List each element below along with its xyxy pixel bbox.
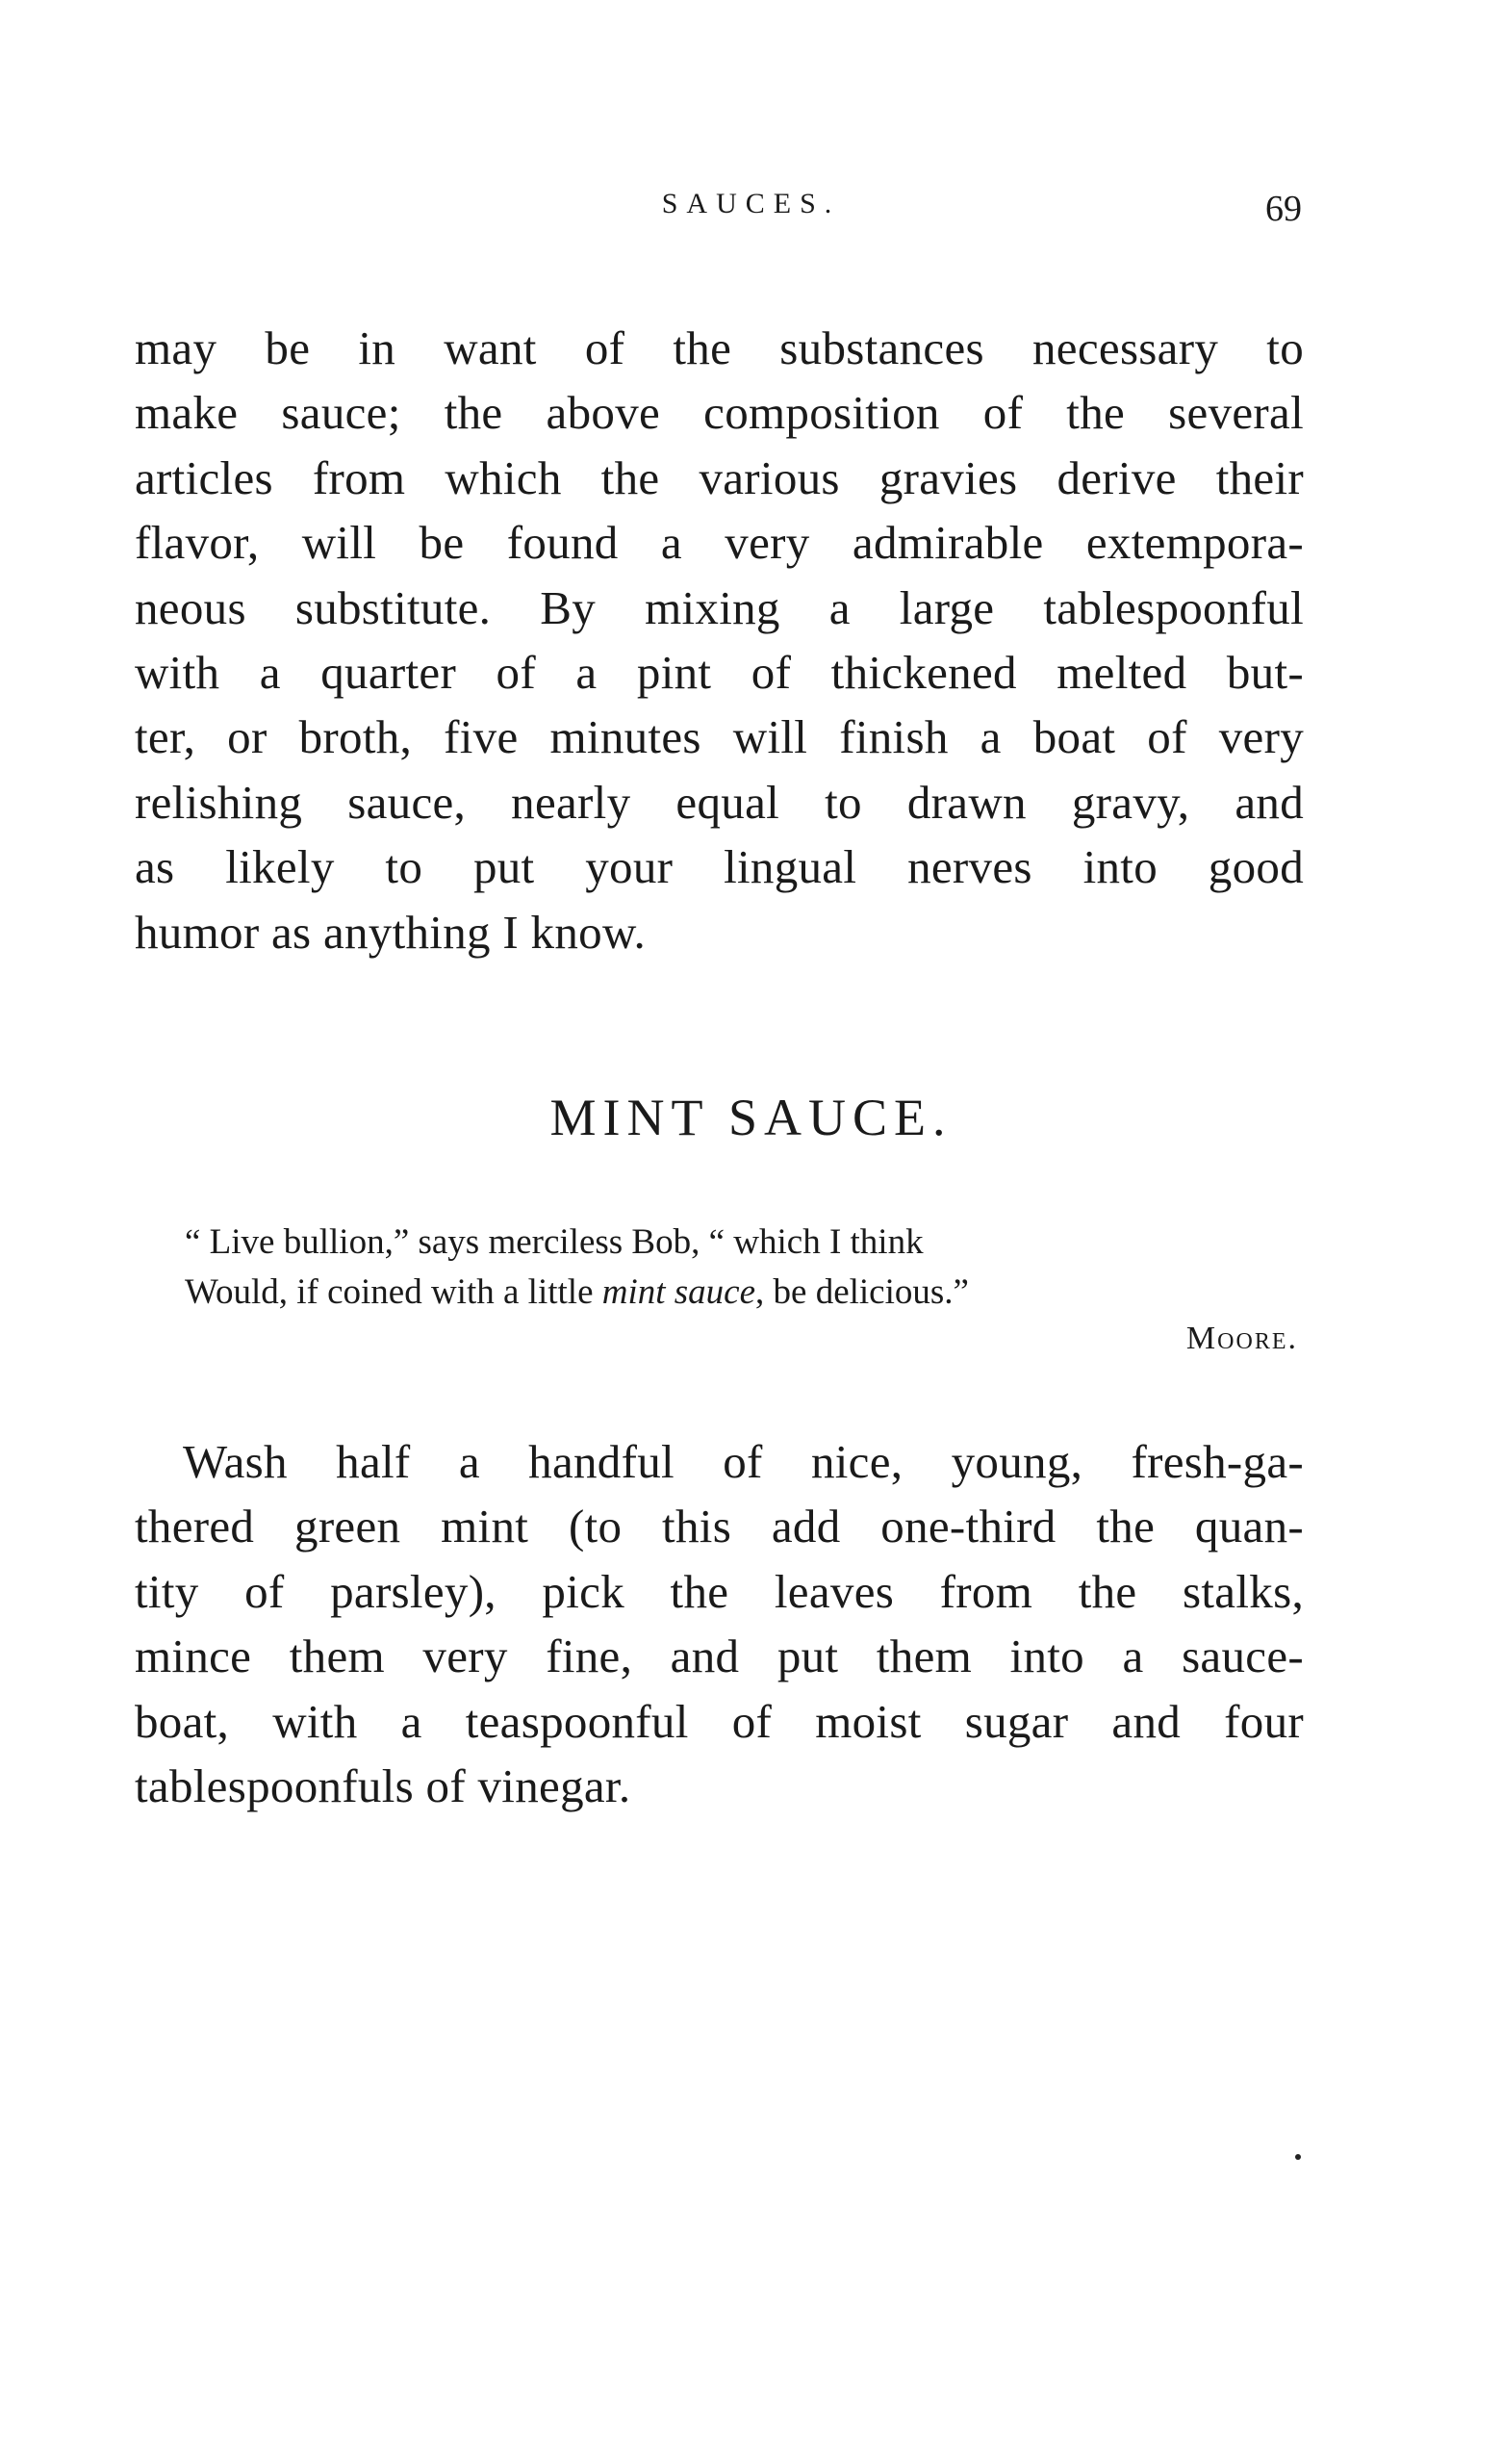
text-line: as likely to put your lingual nerves into good: [135, 840, 1304, 894]
text-line: Wash half a handful of nice, young, fresh-ga-: [183, 1435, 1304, 1488]
text-line: tity of parsley), pick the leaves from the stalks,: [135, 1564, 1304, 1618]
epigraph-line: [185, 1268, 1214, 1318]
text-line: may be in want of the substances necessary to: [135, 321, 1304, 374]
paragraph-substitute-sauce: [135, 316, 1304, 964]
text-line: flavor, will be found a very admirable extempora-: [135, 516, 1304, 570]
text-line: humor as anything I know.: [135, 905, 646, 959]
epigraph-italic-text: mint sauce: [601, 1272, 756, 1312]
paragraph-mint-sauce-recipe: [135, 1429, 1304, 1818]
running-title: SAUCES.: [661, 188, 841, 219]
text-line: boat, with a teaspoonful of moist sugar and four: [135, 1694, 1304, 1748]
section-heading: MINT SAUCE.: [549, 1089, 953, 1146]
epigraph-attribution: Moore.: [1185, 1321, 1298, 1356]
print-speck: [1295, 2154, 1301, 2160]
text-line: neous substitute. By mixing a large tablespoonful: [135, 580, 1304, 634]
text-line: with a quarter of a pint of thickened melted but-: [135, 646, 1304, 700]
text-line: thered green mint (to this add one-third the quan-: [135, 1500, 1304, 1553]
page-number: 69: [1265, 189, 1302, 229]
text-line: mince them very fine, and put them into a sauce-: [135, 1630, 1304, 1683]
epigraph-text: Would, if coined with a little: [185, 1272, 602, 1312]
epigraph-line: “ Live bullion,” says merciless Bob, “ which I think: [185, 1222, 924, 1262]
text-line: make sauce; the above composition of the several: [135, 386, 1304, 440]
text-line: relishing sauce, nearly equal to drawn gravy, and: [135, 775, 1304, 829]
epigraph: [185, 1218, 1214, 1318]
text-line: ter, or broth, five minutes will finish a boat of very: [135, 710, 1304, 764]
running-head: [0, 188, 1502, 245]
epigraph-text: , be delicious.”: [755, 1272, 969, 1312]
text-line: articles from which the various gravies derive their: [135, 450, 1304, 504]
text-line: tablespoonfuls of vinegar.: [135, 1759, 631, 1813]
